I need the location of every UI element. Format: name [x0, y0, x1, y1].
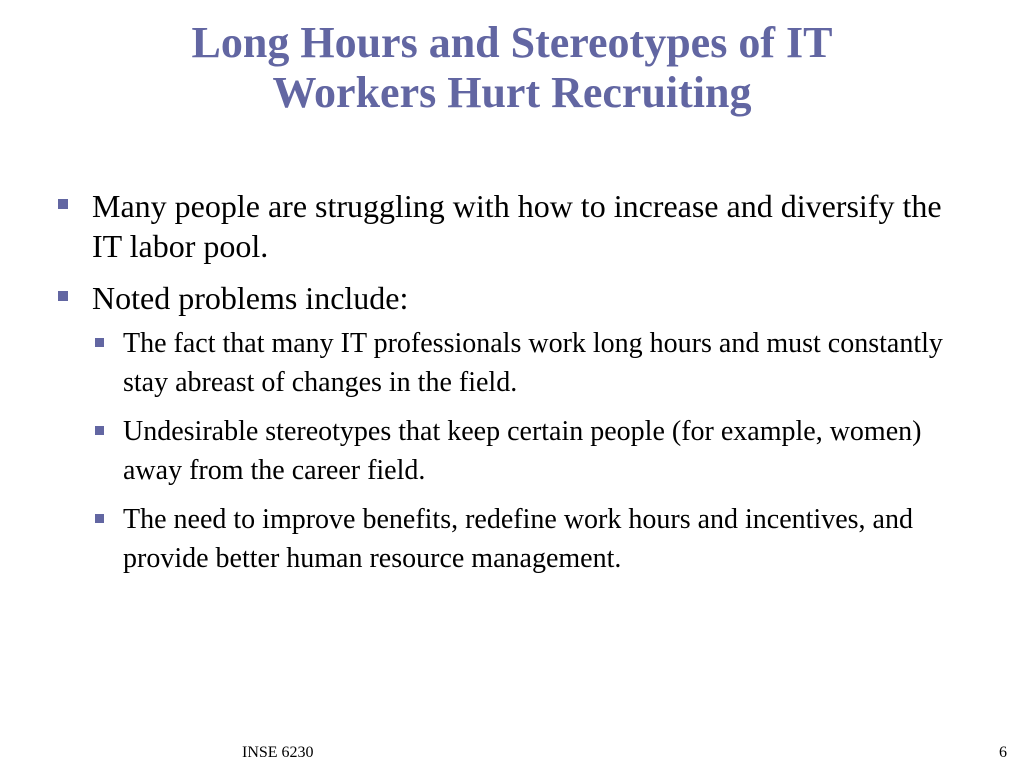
sub-bullet-item-3: [92, 500, 966, 578]
bullet-item-2: [56, 278, 966, 578]
slide-title-line-2: Workers Hurt Recruiting: [272, 68, 752, 117]
sub-bullet-item-1: [92, 324, 966, 402]
bullet-text: Noted problems include:: [92, 280, 409, 316]
sub-bullet-item-2: [92, 412, 966, 490]
bullet-text: Many people are struggling with how to increase and diversify the IT labor pool.: [92, 188, 942, 264]
footer-page-number: 6: [999, 744, 1007, 761]
slide-title: [40, 18, 984, 118]
bullet-list: [56, 186, 966, 590]
square-bullet-icon: [95, 426, 104, 435]
bullet-item-1: [56, 186, 966, 266]
footer-course-code: INSE 6230: [242, 744, 314, 761]
square-bullet-icon: [58, 199, 68, 209]
square-bullet-icon: [95, 514, 104, 523]
sub-bullet-text: Undesirable stereotypes that keep certain people (for example, women) away from the career field.: [123, 416, 922, 486]
slide-title-line-1: Long Hours and Stereotypes of IT: [191, 18, 833, 67]
sub-bullet-text: The fact that many IT professionals work long hours and must constantly stay abreast of changes in the field.: [123, 328, 943, 398]
sub-bullet-text: The need to improve benefits, redefine work hours and incentives, and provide better human resource management.: [123, 504, 913, 574]
sub-bullet-list: [92, 324, 966, 578]
square-bullet-icon: [95, 338, 104, 347]
square-bullet-icon: [58, 291, 68, 301]
